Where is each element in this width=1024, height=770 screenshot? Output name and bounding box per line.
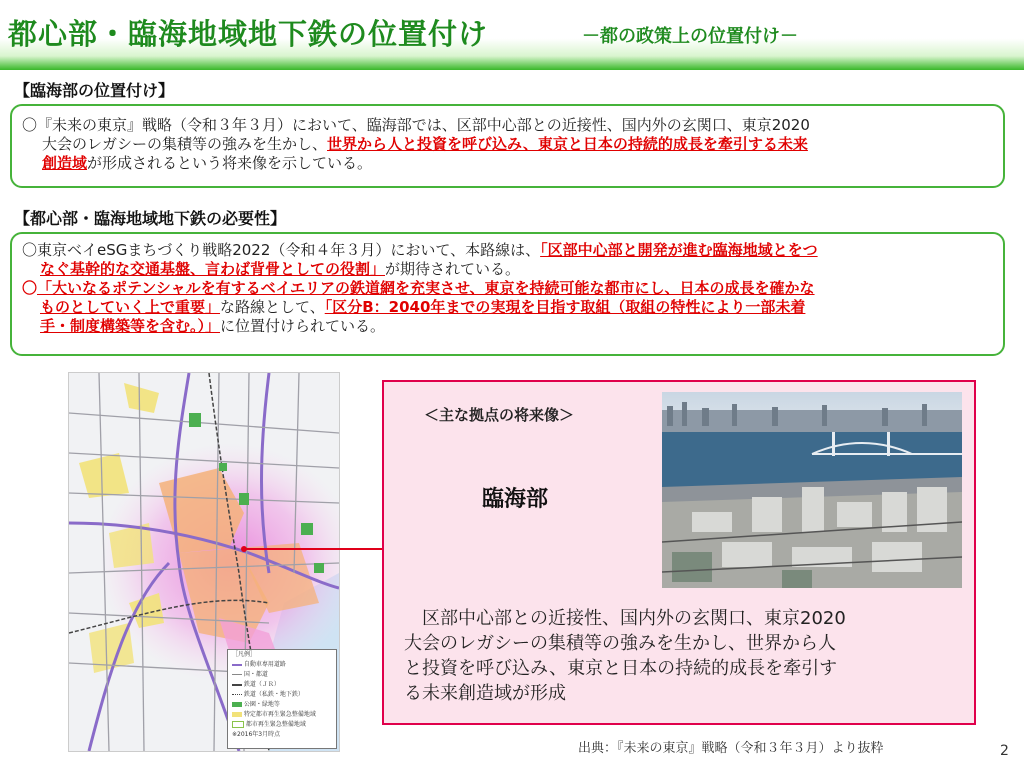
legend-label: 鉄道（ＪＲ）: [243, 681, 280, 688]
page-subtitle: －都の政策上の位置付け－: [582, 26, 798, 47]
section2-p1-line2-normal: が期待されている。: [385, 260, 521, 278]
future-vision-description: [404, 606, 846, 706]
section2-p1-line2-emphasis: なぐ基幹的な交通基盤、言わば背骨としての役割」: [40, 260, 386, 278]
special-zone-swatch: [232, 712, 242, 717]
legend-label: 都市再生緊急整備地域: [245, 721, 306, 728]
area-map: [68, 372, 340, 752]
section1-line3: [22, 154, 997, 173]
legend-note: ※2016年3月時点: [232, 731, 281, 738]
section1-line2: [22, 135, 997, 154]
area-name: 臨海部: [482, 487, 549, 512]
connector-line: [243, 548, 383, 550]
section1-line3-emphasis: 創造域: [42, 154, 88, 172]
header-banner: [0, 0, 1024, 70]
legend-label: 公園・緑地等: [243, 701, 280, 708]
section2-p2-line3: [22, 317, 1002, 336]
road-swatch: [232, 674, 242, 675]
description-line: と投資を呼び込み、東京と日本の持続的成長を牽引す: [404, 658, 838, 679]
page-number: 2: [1000, 743, 1009, 759]
section1-line3-normal: が形成されるという将来像を示している。: [87, 154, 373, 172]
subway-swatch: [232, 694, 242, 695]
description-line: 区部中心部との近接性、国内外の玄関口、東京2020: [404, 608, 846, 629]
section1-line1: 〇『未来の東京』戦略（令和３年３月）において、臨海部では、区部中心部との近接性、国内外の玄関口、東京2020: [22, 116, 810, 134]
page-title: 都心部・臨海地域地下鉄の位置付け: [8, 17, 489, 51]
section2-p2-line3-normal: に位置付けられている。: [220, 317, 386, 335]
zone-swatch: [232, 721, 244, 728]
legend-label: 自動車専用道路: [243, 661, 286, 668]
section2-p2-mark: 〇: [22, 279, 38, 297]
section1-text: [22, 116, 997, 173]
waterfront-aerial-photo: [662, 392, 962, 588]
legend-item: [228, 670, 336, 680]
section2-p1-line1-emphasis: 「区部中心部と開発が進む臨海地域とをつ: [540, 241, 818, 259]
legend-item: [228, 660, 336, 670]
section2-p1-line1-normal: 〇東京ベイeSGまちづくり戦略2022（令和４年３月）において、本路線は、: [22, 241, 541, 259]
section2-p2-line2-emphasis-a: ものとしていく上で重要」: [40, 298, 221, 316]
section2-p1-line2: [22, 260, 1002, 279]
section2-p2-line2-emphasis-b: 「区分B：2040年までの実現を目指す取組（取組の特性により一部未着: [324, 298, 806, 316]
section2-heading: 【都心部・臨海地域地下鉄の必要性】: [14, 209, 287, 228]
legend-label: 国・都道: [243, 671, 268, 678]
expressway-swatch: [232, 664, 242, 666]
section2-p1-line1: [22, 241, 1002, 260]
map-legend: [227, 649, 337, 749]
legend-item: [228, 710, 336, 720]
future-vision-heading: ＜主な拠点の将来像＞: [424, 406, 575, 424]
legend-label: 特定都市再生緊急整備地域: [243, 711, 316, 718]
source-citation: 出典：『未来の東京』戦略（令和３年３月）より抜粋: [578, 741, 884, 756]
jr-swatch: [232, 684, 242, 686]
section2-p2-line3-emphasis: 手・制度構築等を含む。）」: [40, 317, 221, 335]
park-swatch: [232, 702, 242, 707]
description-line: 大会のレガシーの集積等の強みを生かし、世界から人: [404, 633, 836, 654]
description-line: る未来創造域が形成: [404, 683, 566, 704]
legend-item: [228, 720, 336, 730]
section2-p2-line2: [22, 298, 1002, 317]
legend-label: 鉄道（私鉄・地下鉄）: [243, 691, 304, 698]
legend-title: ［凡例］: [232, 651, 257, 658]
connector-dot: [240, 545, 248, 553]
section2-p2-line2-normal: な路線として、: [220, 298, 325, 316]
section1-line2-normal: 大会のレガシーの集積等の強みを生かし、: [42, 135, 328, 153]
section1-line2-emphasis: 世界から人と投資を呼び込み、東京と日本の持続的成長を牽引する未来: [327, 135, 808, 153]
section1-heading: 【臨海部の位置付け】: [14, 81, 175, 100]
legend-item: [228, 690, 336, 700]
section2-p2-line1: [22, 279, 1002, 298]
section2-text: [22, 241, 1002, 336]
section2-p2-line1-emphasis: 「大いなるポテンシャルを有するベイエリアの鉄道網を充実させ、東京を持続可能な都市にし、日本の成長を確かな: [37, 279, 815, 297]
aerial-photo-graphic: [662, 392, 962, 588]
legend-item: [228, 680, 336, 690]
legend-item: [228, 700, 336, 710]
